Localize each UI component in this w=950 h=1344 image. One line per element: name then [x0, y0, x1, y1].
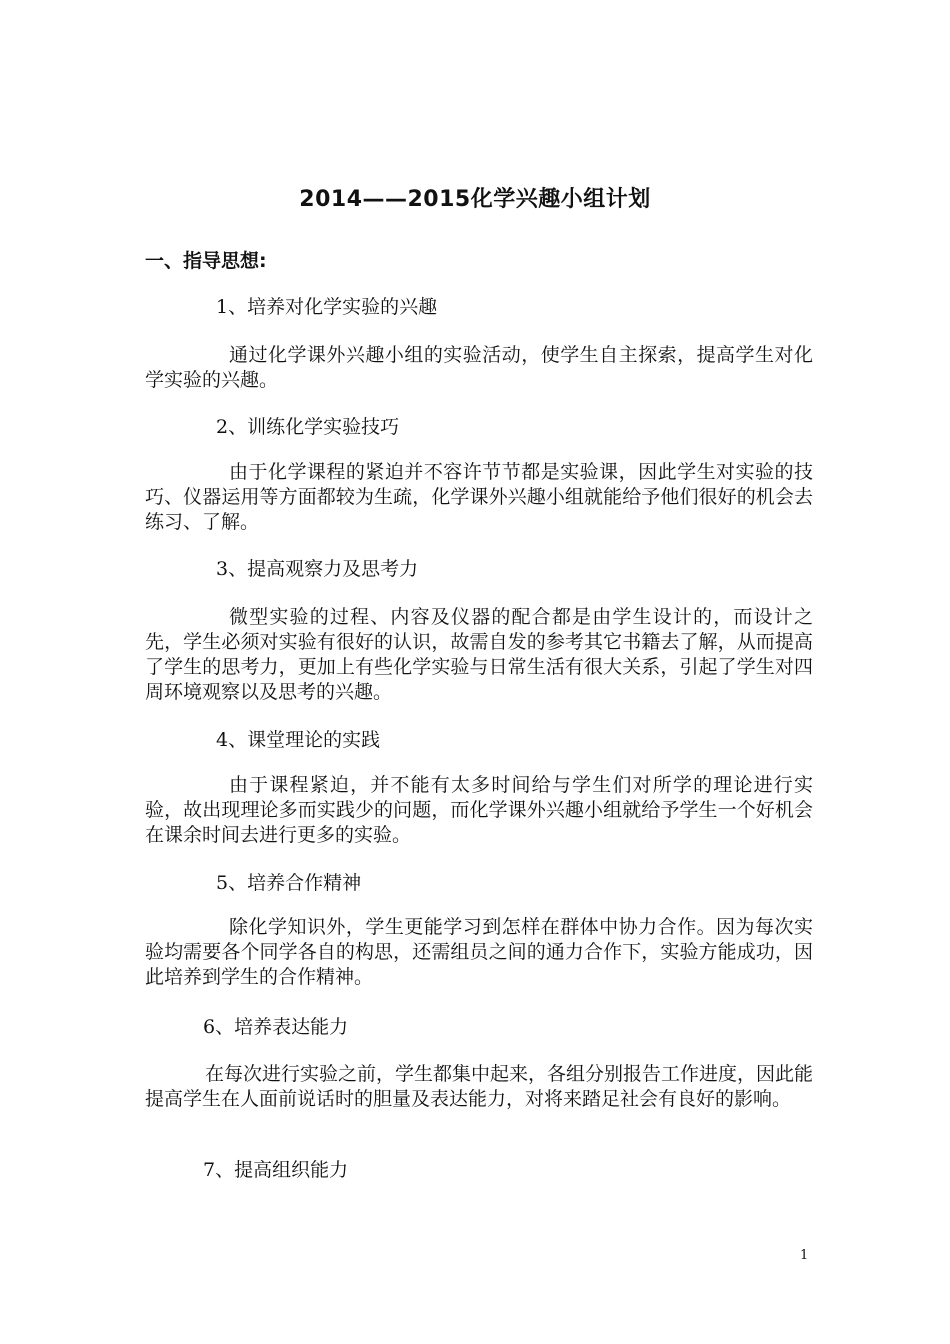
item-heading: 6、培养表达能力 [203, 1016, 349, 1038]
page-number: 1 [800, 1248, 809, 1263]
section-heading: 一、指导思想: [145, 250, 267, 272]
item-body: 由于课程紧迫，并不能有太多时间给与学生们对所学的理论进行实验，故出现理论多而实践少的问题，而化学课外兴趣小组就给予学生一个好机会在课余时间去进行更多的实验。 [145, 774, 813, 846]
item-heading: 3、提高观察力及思考力 [216, 558, 419, 580]
item-body: 由于化学课程的紧迫并不容许节节都是实验课，因此学生对实验的技巧、仪器运用等方面都较为生疏，化学课外兴趣小组就能给予他们很好的机会去练习、了解。 [145, 461, 813, 533]
item-heading: 7、提高组织能力 [203, 1159, 349, 1181]
item-body: 在每次进行实验之前，学生都集中起来，各组分别报告工作进度，因此能提高学生在人面前说话时的胆量及表达能力，对将来踏足社会有良好的影响。 [145, 1063, 814, 1110]
item-heading: 4、课堂理论的实践 [216, 729, 381, 751]
item-heading: 1、培养对化学实验的兴趣 [216, 296, 438, 318]
item-body: 通过化学课外兴趣小组的实验活动，使学生自主探索，提高学生对化学实验的兴趣。 [145, 344, 813, 391]
item-heading: 2、训练化学实验技巧 [216, 416, 400, 438]
document-title: 2014——2015化学兴趣小组计划 [299, 187, 651, 212]
item-body: 除化学知识外，学生更能学习到怎样在群体中协力合作。因为每次实验均需要各个同学各自的构思，还需组员之间的通力合作下，实验方能成功，因此培养到学生的合作精神。 [145, 916, 813, 988]
item-body: 微型实验的过程、内容及仪器的配合都是由学生设计的，而设计之先，学生必须对实验有很好的认识，故需自发的参考其它书籍去了解，从而提高了学生的思考力，更加上有些化学实验与日常生活有很大关系，引起了学生对四周环境观察以及思考的兴趣。 [145, 606, 813, 703]
item-heading: 5、培养合作精神 [216, 872, 362, 894]
